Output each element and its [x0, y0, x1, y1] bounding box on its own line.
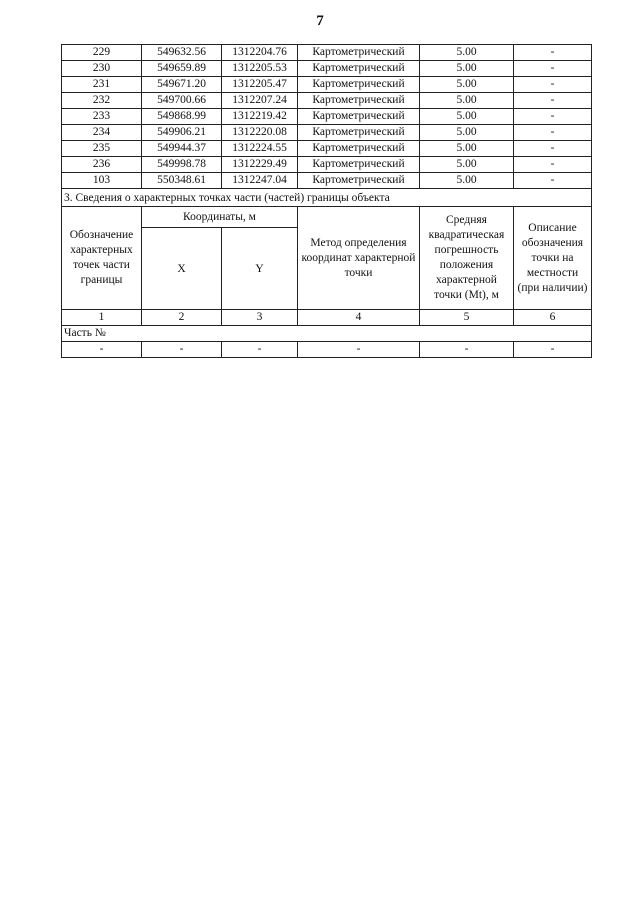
point-y-cell: 1312229.49: [222, 157, 298, 173]
point-y-cell: 1312220.08: [222, 125, 298, 141]
point-method-cell: Картометрический: [298, 45, 420, 61]
point-desc-cell: -: [514, 157, 592, 173]
point-x-cell: 549998.78: [142, 157, 222, 173]
point-method-cell: Картометрический: [298, 157, 420, 173]
points-table-body: [62, 45, 592, 358]
point-error-cell: 5.00: [420, 93, 514, 109]
table-row: [62, 173, 592, 189]
point-x-cell: 550348.61: [142, 173, 222, 189]
table-row: [62, 157, 592, 173]
point-desc-cell: -: [514, 45, 592, 61]
column-number: 4: [298, 310, 420, 326]
point-x-cell: 549659.89: [142, 61, 222, 77]
table-row: [62, 109, 592, 125]
point-id-cell: 230: [62, 61, 142, 77]
point-desc-cell: -: [514, 173, 592, 189]
empty-cell: -: [142, 342, 222, 358]
point-error-cell: 5.00: [420, 45, 514, 61]
point-x-cell: 549632.56: [142, 45, 222, 61]
point-x-cell: 549906.21: [142, 125, 222, 141]
point-x-cell: 549700.66: [142, 93, 222, 109]
point-desc-cell: -: [514, 125, 592, 141]
point-id-cell: 229: [62, 45, 142, 61]
table-row: [62, 77, 592, 93]
point-id-cell: 232: [62, 93, 142, 109]
header-x: X: [142, 228, 222, 310]
column-number: 6: [514, 310, 592, 326]
point-y-cell: 1312205.53: [222, 61, 298, 77]
empty-cell: -: [62, 342, 142, 358]
point-error-cell: 5.00: [420, 141, 514, 157]
table-row: [62, 93, 592, 109]
point-id-cell: 233: [62, 109, 142, 125]
part-label-row: [62, 326, 592, 342]
point-method-cell: Картометрический: [298, 125, 420, 141]
header-coordinates: Координаты, м: [142, 207, 298, 228]
section-title: 3. Сведения о характерных точках части (частей) границы объекта: [62, 189, 592, 207]
header-error: Средняя квадратическая погрешность положения характерной точки (Mt), м: [420, 207, 514, 310]
point-desc-cell: -: [514, 77, 592, 93]
point-method-cell: Картометрический: [298, 77, 420, 93]
point-y-cell: 1312204.76: [222, 45, 298, 61]
empty-cell: -: [420, 342, 514, 358]
header-method: Метод определения координат характерной точки: [298, 207, 420, 310]
point-error-cell: 5.00: [420, 125, 514, 141]
table-row: [62, 45, 592, 61]
point-y-cell: 1312219.42: [222, 109, 298, 125]
column-number: 1: [62, 310, 142, 326]
empty-cell: -: [222, 342, 298, 358]
point-error-cell: 5.00: [420, 61, 514, 77]
point-method-cell: Картометрический: [298, 173, 420, 189]
point-error-cell: 5.00: [420, 77, 514, 93]
header-y: Y: [222, 228, 298, 310]
point-desc-cell: -: [514, 109, 592, 125]
point-x-cell: 549671.20: [142, 77, 222, 93]
point-method-cell: Картометрический: [298, 141, 420, 157]
point-desc-cell: -: [514, 141, 592, 157]
point-y-cell: 1312205.47: [222, 77, 298, 93]
point-desc-cell: -: [514, 61, 592, 77]
point-method-cell: Картометрический: [298, 109, 420, 125]
column-number: 5: [420, 310, 514, 326]
table-row: [62, 125, 592, 141]
table-row: [62, 342, 592, 358]
empty-cell: -: [298, 342, 420, 358]
point-desc-cell: -: [514, 93, 592, 109]
point-method-cell: Картометрический: [298, 93, 420, 109]
point-id-cell: 103: [62, 173, 142, 189]
table-row: [62, 61, 592, 77]
point-x-cell: 549868.99: [142, 109, 222, 125]
point-id-cell: 236: [62, 157, 142, 173]
column-number-row: [62, 310, 592, 326]
column-number: 3: [222, 310, 298, 326]
page-number: 7: [316, 13, 324, 29]
point-id-cell: 231: [62, 77, 142, 93]
part-label: Часть №: [62, 326, 592, 342]
point-method-cell: Картометрический: [298, 61, 420, 77]
table-row: [62, 141, 592, 157]
section-title-row: [62, 189, 592, 207]
header-description: Описание обозначения точки на местности (при наличии): [514, 207, 592, 310]
column-number: 2: [142, 310, 222, 326]
header-row: [62, 207, 592, 228]
point-error-cell: 5.00: [420, 157, 514, 173]
header-point-designation: Обозначение характерных точек части границы: [62, 207, 142, 310]
point-x-cell: 549944.37: [142, 141, 222, 157]
point-error-cell: 5.00: [420, 173, 514, 189]
point-y-cell: 1312247.04: [222, 173, 298, 189]
point-y-cell: 1312224.55: [222, 141, 298, 157]
boundary-points-table: [61, 44, 592, 358]
point-error-cell: 5.00: [420, 109, 514, 125]
point-id-cell: 235: [62, 141, 142, 157]
point-id-cell: 234: [62, 125, 142, 141]
empty-cell: -: [514, 342, 592, 358]
point-y-cell: 1312207.24: [222, 93, 298, 109]
